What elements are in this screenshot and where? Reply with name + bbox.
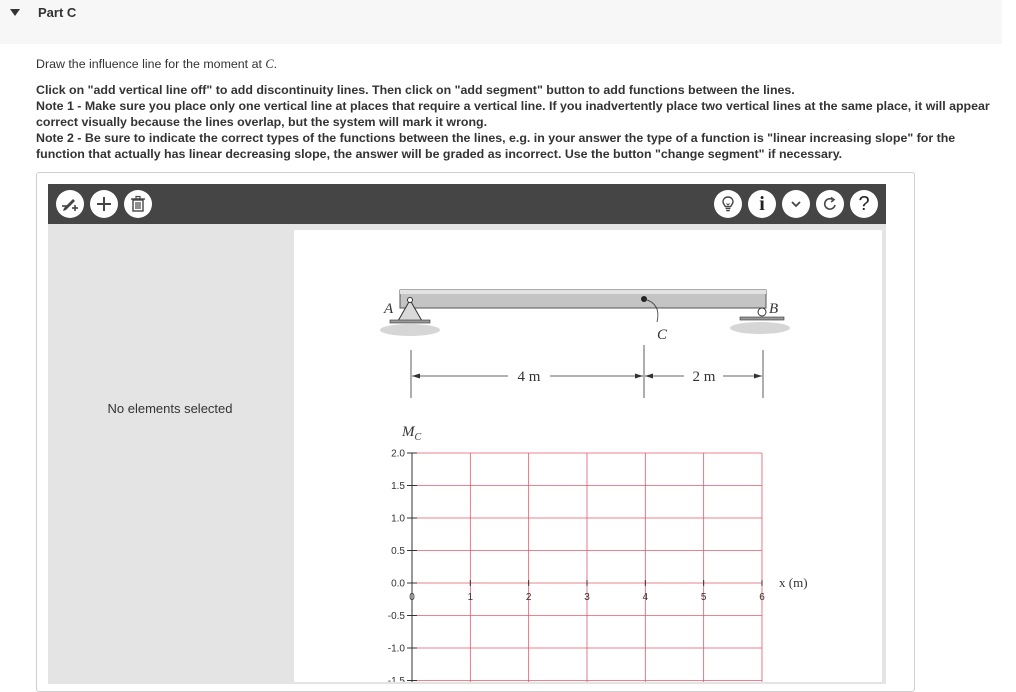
label-c: C [657,327,668,343]
y-tick-label: 1.0 [391,513,405,525]
dimension-cb: 2 m [692,369,716,385]
roller-support-icon [758,308,766,316]
info-button[interactable] [748,190,776,218]
add-vertical-line-button[interactable] [56,190,84,218]
y-tick-label: -1.5 [387,676,405,682]
note-1: Note 1 - Make sure you place only one vertical line at places that require a vertical line. If you inadvertently place two vertical lines at the same place, it will appear correct visually because the lines overlap, but the system will mark it wrong. [36,99,990,129]
info-icon: i [759,192,765,215]
drawing-canvas[interactable] [294,230,882,682]
beam-highlight [400,290,766,294]
add-segment-button[interactable] [90,190,118,218]
arrowhead-icon [635,374,643,379]
y-axis-label: $M_C$ [402,424,422,443]
hint-button[interactable] [714,190,742,218]
dimension-ac: 4 m [517,369,541,385]
question-prompt: Draw the influence line for the moment at C. [36,57,278,71]
y-tick-label: -1.0 [387,643,405,655]
toolbar [48,184,886,224]
x-tick-label: 3 [584,592,590,603]
trash-icon [128,194,148,214]
y-tick-label: 2.0 [391,448,405,460]
y-tick-label: -0.5 [387,611,405,622]
reset-button[interactable] [816,190,844,218]
x-tick-label: 5 [700,592,707,603]
arrowhead-icon [412,374,420,379]
help-icon: ? [858,192,870,215]
x-tick-label: 1 [467,592,474,603]
instruction-line: Click on "add vertical line off" to add discontinuity lines. Then click on "add segment" button to add functions between the lines. [36,83,795,97]
no-selection-message: No elements selected [107,401,233,416]
collapse-caret-icon[interactable] [10,9,20,16]
reset-icon [820,194,840,214]
y-tick-label: 0.0 [391,578,405,590]
chevron-down-icon [786,194,806,214]
beam-diagram [380,290,790,398]
y-tick-label: 0.5 [391,546,405,557]
note-2: Note 2 - Be sure to indicate the correct types of the functions between the lines, e.g. in your answer the type of a function is "linear increasing slope" for the function that actually has linear decreasing slope, the answer will be graded as incorrect. Use the button "change segment" if necessary. [36,131,956,161]
influence-line-figure[interactable] [294,230,882,682]
help-button[interactable] [850,190,878,218]
delete-button[interactable] [124,190,152,218]
label-b: B [769,301,779,317]
y-tick-label: 1.5 [391,481,405,492]
x-tick-label: 0 [409,592,415,603]
ground-shade [730,322,790,334]
x-tick-label: 6 [759,592,765,603]
influence-line-graph[interactable] [388,424,808,682]
arrowhead-icon [645,374,653,379]
plus-icon [94,194,114,214]
pencil-plus-icon [60,194,80,214]
x-axis-label: x (m) [779,575,808,590]
part-title: Part C [38,5,77,20]
lightbulb-icon [718,194,738,214]
label-a: A [384,301,394,317]
part-header[interactable] [0,0,1002,44]
x-tick-label: 2 [525,592,532,603]
properties-panel [48,224,292,684]
arrowhead-icon [754,374,762,379]
more-button[interactable] [782,190,810,218]
x-tick-label: 4 [642,592,649,603]
instructions [36,56,1006,162]
ground-shade [380,324,440,336]
